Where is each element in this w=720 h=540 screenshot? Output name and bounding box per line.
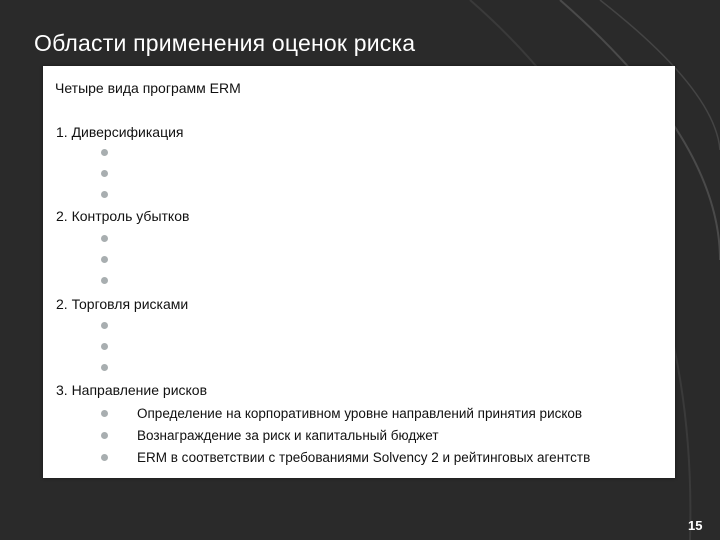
- section-label-risk-trading: 2. Торговля рисками: [56, 296, 189, 312]
- bullet-icon: [101, 454, 108, 461]
- bullet-icon: [101, 235, 108, 242]
- section-label-diversification: 1. Диверсификация: [56, 124, 184, 140]
- bullet-text: Определение на корпоративном уровне направлений принятия рисков: [137, 406, 583, 421]
- section-label-loss-control: 2. Контроль убытков: [56, 208, 190, 224]
- slide-title: Области применения оценок риска: [34, 30, 416, 56]
- subtitle: Четыре вида программ ERM: [55, 80, 241, 96]
- bullet-icon: [101, 410, 108, 417]
- bullet-text: ERM в соответствии с требованиями Solvency 2 и рейтинговых агентств: [137, 450, 591, 465]
- bullet-icon: [101, 191, 108, 198]
- bullet-icon: [101, 277, 108, 284]
- bullet-icon: [101, 170, 108, 177]
- bullet-icon: [101, 149, 108, 156]
- section-label-risk-steering: 3. Направление рисков: [56, 382, 208, 398]
- page-number: 15: [688, 518, 703, 533]
- bullet-icon: [101, 432, 108, 439]
- bullet-icon: [101, 256, 108, 263]
- bullet-icon: [101, 343, 108, 350]
- bullet-icon: [101, 364, 108, 371]
- content-panel: [43, 66, 675, 478]
- bullet-icon: [101, 322, 108, 329]
- bullet-text: Вознаграждение за риск и капитальный бюджет: [137, 428, 439, 443]
